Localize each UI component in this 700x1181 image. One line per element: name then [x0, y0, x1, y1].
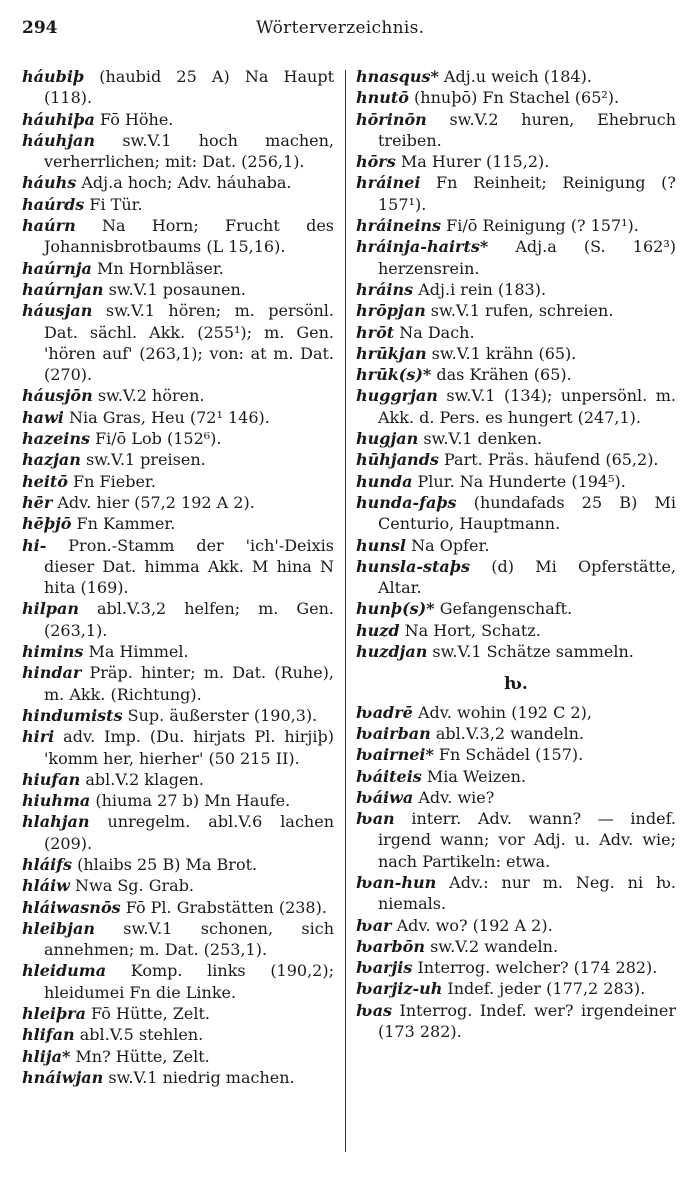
headword: háuhs	[22, 173, 77, 193]
dictionary-entry	[22, 1046, 334, 1067]
dictionary-entry	[22, 705, 334, 726]
dictionary-entry	[22, 449, 334, 470]
entry-definition: sw.V.1 krähn (65).	[426, 343, 577, 363]
entry-definition: sw.V.1 preisen.	[80, 450, 206, 470]
dictionary-entry	[22, 854, 334, 875]
dictionary-entry	[22, 258, 334, 279]
headword: himins	[22, 642, 84, 662]
headword: hlahjan	[22, 812, 90, 832]
headword: hiuhma	[22, 791, 91, 811]
dictionary-entry	[356, 872, 676, 915]
headword: hlija*	[22, 1046, 71, 1066]
headword: hazjan	[22, 450, 81, 470]
entry-definition: Adj.a hoch; Adv. háuhaba.	[76, 173, 292, 193]
headword: ƕan	[356, 809, 395, 829]
dictionary-entry	[356, 385, 676, 428]
entry-definition: sw.V.1 posaunen.	[103, 279, 246, 299]
dictionary-entry	[22, 407, 334, 428]
dictionary-entry	[22, 1067, 334, 1088]
headword: hōrinōn	[356, 109, 427, 129]
left-column	[22, 66, 334, 1088]
dictionary-entry	[356, 978, 676, 999]
dictionary-entry	[356, 620, 676, 641]
right-column	[356, 66, 676, 1042]
entry-definition: Part. Präs. häufend (65,2).	[438, 450, 659, 470]
entry-definition: sw.V.1 hoch machen, verherrlichen; mit: Dat. (256,1).	[44, 130, 334, 172]
headword: haúrnjan	[22, 279, 104, 299]
headword: hiri	[22, 727, 55, 747]
entry-definition: Fō Höhe.	[94, 109, 174, 129]
dictionary-entry	[22, 66, 334, 109]
entry-definition: Fn Schädel (157).	[433, 745, 584, 765]
dictionary-entry	[356, 641, 676, 662]
dictionary-entry	[356, 364, 676, 385]
headword: hunsl	[356, 535, 406, 555]
entry-definition: Nia Gras, Heu (72¹ 146).	[63, 407, 270, 427]
entry-definition: Ma Himmel.	[83, 642, 189, 662]
dictionary-entry	[356, 300, 676, 321]
entry-definition: Gefangenschaft.	[434, 599, 573, 619]
headword: hunda-faþs	[356, 492, 457, 512]
entry-definition: Na Hort, Schatz.	[399, 620, 541, 640]
dictionary-entry	[22, 918, 334, 961]
entry-definition: abl.V.2 klagen.	[80, 769, 204, 789]
entry-definition: sw.V.1 denken.	[418, 429, 543, 449]
entry-definition: sw.V.1 hören; m. persönl. Dat. sächl. Akk. (255¹); m. Gen. 'hören auf' (263,1); von: at m. Dat. (270).	[44, 301, 334, 385]
entry-definition: Sup. äußerster (190,3).	[122, 705, 318, 725]
headword: hlifan	[22, 1025, 75, 1045]
dictionary-entry	[356, 492, 676, 535]
headword: ƕar	[356, 915, 392, 935]
entry-definition: Adv. wohin (192 C 2),	[412, 702, 592, 722]
headword: hráins	[356, 279, 414, 299]
headword: hráinja-hairts*	[356, 237, 489, 257]
headword: hnasqus*	[356, 67, 439, 86]
dictionary-entry	[22, 300, 334, 385]
entry-definition: Adj.i rein (183).	[413, 279, 547, 299]
headword: háuhjan	[22, 130, 96, 150]
dictionary-entry	[22, 897, 334, 918]
entry-definition: Nwa Sg. Grab.	[69, 876, 195, 896]
dictionary-entry	[22, 598, 334, 641]
headword: ƕairnei*	[356, 745, 434, 765]
dictionary-entry	[356, 936, 676, 957]
entry-definition: abl.V.3,2 wandeln.	[430, 723, 584, 743]
headword: hláiwasnōs	[22, 897, 121, 917]
dictionary-entry	[356, 109, 676, 152]
dictionary-entry	[22, 790, 334, 811]
entry-definition: Adj.u weich (184).	[438, 67, 592, 86]
dictionary-entry	[356, 808, 676, 872]
page-number: 294	[22, 18, 58, 38]
dictionary-entry	[22, 641, 334, 662]
column-divider	[345, 70, 346, 1152]
dictionary-entry	[22, 471, 334, 492]
entry-definition: Ma Hurer (115,2).	[395, 152, 550, 172]
headword: hunþ(s)*	[356, 599, 435, 619]
entry-definition: Interrog. Indef. wer? irgendeiner (173 282).	[378, 1000, 676, 1042]
entry-definition: Fi/ō Lob (152⁶).	[89, 429, 222, 449]
headword: hawi	[22, 407, 64, 427]
headword: hugjan	[356, 429, 419, 449]
headword: hazeins	[22, 429, 90, 449]
dictionary-entry	[22, 769, 334, 790]
entry-definition: Fi Tür.	[84, 194, 143, 214]
entry-definition: unregelm. abl.V.6 lachen (209).	[44, 812, 334, 853]
dictionary-entry	[22, 194, 334, 215]
dictionary-entry	[22, 960, 334, 1003]
dictionary-entry	[22, 535, 334, 599]
entry-definition: Plur. Na Hunderte (194⁵).	[412, 471, 626, 491]
entry-definition: Mia Weizen.	[421, 766, 527, 786]
entry-definition: sw.V.2 hören.	[92, 386, 205, 406]
section-heading: ƕ.	[504, 674, 528, 695]
dictionary-entry	[356, 279, 676, 300]
dictionary-entry	[22, 109, 334, 130]
entry-definition: Na Horn; Frucht des Johannisbrotbaums (L 15,16).	[44, 216, 334, 257]
dictionary-entry	[22, 172, 334, 193]
entry-definition: Adj.a (S. 162³) herzensrein.	[378, 237, 676, 278]
entry-definition: interr. Adv. wann? — indef. irgend wann; vor Adj. u. Adv. wie; nach Partikeln: etwa.	[378, 809, 676, 871]
headword: háusjōn	[22, 386, 93, 406]
headword: ƕas	[356, 1000, 393, 1020]
entry-definition: (d) Mi Opferstätte, Altar.	[378, 556, 676, 598]
entry-definition: (hiuma 27 b) Mn Haufe.	[90, 791, 291, 811]
dictionary-entry	[22, 1003, 334, 1024]
headword: haúrn	[22, 216, 76, 236]
headword: hrūk(s)*	[356, 365, 432, 385]
entry-definition: Pron.-Stamm der 'ich'-Deixis dieser Dat. himma Akk. M hina N hita (169).	[44, 535, 334, 598]
dictionary-entry	[356, 957, 676, 978]
headword: haúrnja	[22, 258, 92, 278]
dictionary-entry	[356, 449, 676, 470]
headword: huggrjan	[356, 386, 438, 406]
entry-definition: sw.V.1 Schätze sammeln.	[427, 642, 634, 662]
entry-definition: Fi/ō Reinigung (? 157¹).	[441, 216, 639, 236]
entry-definition: Indef. jeder (177,2 283).	[442, 979, 646, 999]
headword: huzdjan	[356, 642, 428, 662]
dictionary-entry	[356, 744, 676, 765]
headword: ƕadrē	[356, 702, 413, 722]
entry-definition: Adv. hier (57,2 192 A 2).	[52, 492, 255, 512]
entry-definition: Mn? Hütte, Zelt.	[70, 1046, 210, 1066]
headword: hunda	[356, 471, 413, 491]
dictionary-entry	[356, 343, 676, 364]
headword: ƕan-hun	[356, 872, 437, 892]
running-title: Wörterverzeichnis.	[256, 18, 425, 38]
headword: hiufan	[22, 769, 81, 789]
dictionary-entry	[356, 556, 676, 599]
headword: hi-	[22, 535, 47, 555]
headword: hleiþra	[22, 1004, 86, 1024]
entry-definition: sw.V.1 rufen, schreien.	[425, 301, 614, 321]
headword: hēþjō	[22, 514, 72, 534]
entry-definition: (hnuþō) Fn Stachel (65²).	[408, 88, 620, 108]
entry-definition: Adv.: nur m. Neg. ni ƕ. niemals.	[378, 872, 676, 914]
headword: ƕáiteis	[356, 766, 422, 786]
dictionary-entry	[356, 87, 676, 108]
dictionary-entry	[22, 875, 334, 896]
headword: hōrs	[356, 152, 396, 172]
entry-definition: sw.V.1 (134); unpersönl. m. Akk. d. Pers. es hungert (247,1).	[378, 386, 676, 427]
headword: hláifs	[22, 854, 73, 874]
dictionary-entry	[22, 1024, 334, 1045]
dictionary-entry	[22, 662, 334, 705]
dictionary-entry	[22, 726, 334, 769]
page-header	[22, 18, 662, 46]
entry-definition: Komp. links (190,2); hleidumei Fn die Linke.	[44, 961, 334, 1002]
headword: ƕairban	[356, 723, 431, 743]
headword: hnáiwjan	[22, 1067, 104, 1087]
entry-definition: abl.V.3,2 helfen; m. Gen. (263,1).	[44, 599, 334, 640]
dictionary-entry	[22, 428, 334, 449]
headword: huzd	[356, 620, 400, 640]
entry-definition: adv. Imp. (Du. hirjats Pl. hirjiþ) 'komm her, hierher' (50 215 II).	[44, 727, 334, 768]
dictionary-entry	[22, 492, 334, 513]
dictionary-entry	[22, 811, 334, 854]
entry-definition: sw.V.2 wandeln.	[424, 936, 559, 956]
dictionary-entry	[356, 215, 676, 236]
headword: ƕáiwa	[356, 787, 414, 807]
headword: hēr	[22, 492, 53, 512]
dictionary-entry	[356, 702, 676, 723]
entry-definition: Adv. wie?	[413, 787, 495, 807]
dictionary-entry	[356, 151, 676, 172]
entry-definition: (hundafads 25 B) Mi Centurio, Hauptmann.	[378, 492, 676, 534]
dictionary-entry	[356, 787, 676, 808]
headword: hilpan	[22, 599, 79, 619]
dictionary-entry	[22, 279, 334, 300]
dictionary-entry	[356, 172, 676, 215]
entry-definition: sw.V.2 huren, Ehebruch treiben.	[378, 109, 676, 150]
headword: hrūkjan	[356, 343, 427, 363]
entry-definition: Mn Hornbläser.	[91, 258, 224, 278]
headword: hindar	[22, 663, 82, 683]
entry-definition: abl.V.5 stehlen.	[74, 1025, 204, 1045]
entry-definition: (haubid 25 A) Na Haupt (118).	[44, 67, 334, 108]
entry-definition: Adv. wo? (192 A 2).	[391, 915, 553, 935]
entry-definition: Na Dach.	[394, 322, 475, 342]
entry-definition: Interrog. welcher? (174 282).	[412, 958, 658, 978]
dictionary-entry	[356, 535, 676, 556]
headword: hunsla-staþs	[356, 556, 470, 576]
entry-definition: sw.V.1 schonen, sich annehmen; m. Dat. (253,1).	[44, 918, 334, 960]
entry-definition: Fō Pl. Grabstätten (238).	[120, 897, 327, 917]
headword: hleiduma	[22, 961, 107, 981]
dictionary-entry	[356, 915, 676, 936]
headword: háuhiþa	[22, 109, 95, 129]
dictionary-entry	[356, 66, 676, 87]
headword: heitō	[22, 471, 68, 491]
headword: hráinei	[356, 173, 421, 193]
headword: hindumists	[22, 705, 123, 725]
entry-definition: sw.V.1 niedrig machen.	[103, 1067, 295, 1087]
headword: hráineins	[356, 216, 442, 236]
headword: háubiþ	[22, 67, 85, 86]
entry-definition: (hlaibs 25 B) Ma Brot.	[72, 854, 258, 874]
headword: háusjan	[22, 301, 93, 321]
dictionary-entry	[22, 130, 334, 173]
dictionary-entry	[356, 598, 676, 619]
headword: hláiw	[22, 876, 70, 896]
headword: ƕarjiz-uh	[356, 979, 443, 999]
dictionary-entry	[356, 236, 676, 279]
dictionary-entry	[22, 513, 334, 534]
dictionary-entry	[22, 385, 334, 406]
dictionary-entry	[356, 766, 676, 787]
headword: hrōpjan	[356, 301, 426, 321]
entry-definition: Fn Fieber.	[67, 471, 156, 491]
entry-definition: Fō Hütte, Zelt.	[85, 1004, 210, 1024]
headword: haúrds	[22, 194, 85, 214]
entry-definition: Na Opfer.	[405, 535, 490, 555]
entry-definition: Fn Kammer.	[71, 514, 176, 534]
entry-definition: Präp. hinter; m. Dat. (Ruhe), m. Akk. (Richtung).	[44, 663, 334, 704]
headword: hnutō	[356, 88, 409, 108]
dictionary-entry	[356, 471, 676, 492]
dictionary-entry	[356, 322, 676, 343]
headword: ƕarbōn	[356, 936, 425, 956]
entry-definition: das Krähen (65).	[431, 365, 572, 385]
headword: hleibjan	[22, 918, 95, 938]
headword: hrōt	[356, 322, 395, 342]
headword: ƕarjis	[356, 958, 413, 978]
dictionary-entry	[356, 428, 676, 449]
dictionary-entry	[356, 1000, 676, 1043]
dictionary-entry	[356, 723, 676, 744]
dictionary-entry	[22, 215, 334, 258]
headword: hūhjands	[356, 450, 439, 470]
entry-definition: Fn Reinheit; Reinigung (? 157¹).	[378, 173, 676, 214]
